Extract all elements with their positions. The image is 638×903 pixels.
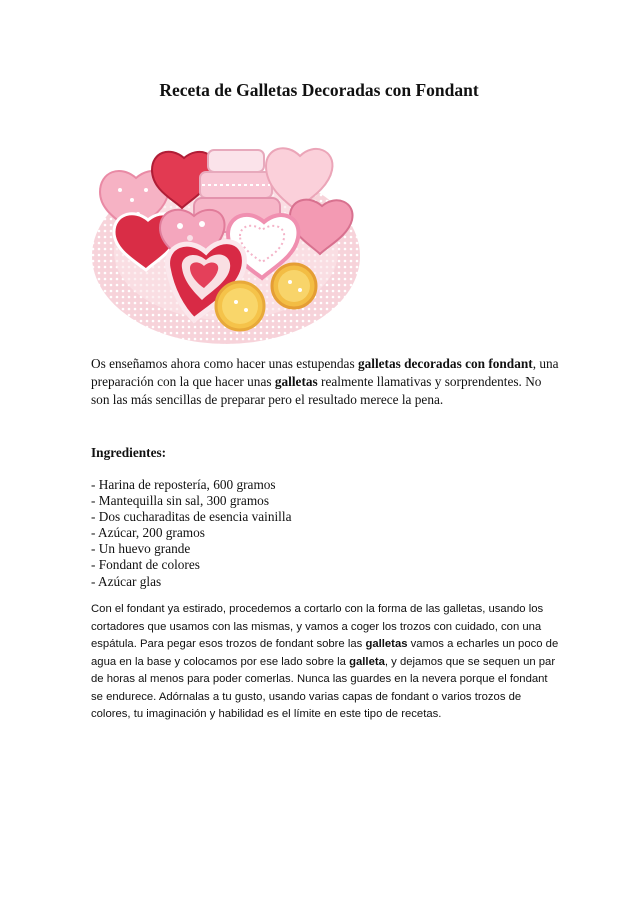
ingredient-item: - Harina de repostería, 600 gramos <box>91 477 276 492</box>
intro-bold-1: galletas decoradas con fondant <box>357 356 533 371</box>
ingredient-item: - Azúcar glas <box>91 573 162 589</box>
recipe-title: Receta de Galletas Decoradas con Fondant <box>159 80 479 100</box>
instructions-bold-2: galleta <box>349 655 385 668</box>
cookies-plate-illustration <box>90 120 362 348</box>
intro-bold-2: galletas <box>274 374 318 389</box>
intro-text-2: , una preparación con la que hacer unas <box>91 356 559 389</box>
intro-text-1: Os enseñamos ahora como hacer unas estupendas <box>91 356 358 371</box>
ingredient-item: - Dos cucharaditas de esencia vainilla <box>91 509 292 525</box>
intro-text-3: realmente llamativas y sorprendentes. No son las más sencillas de preparar pero el resultado merece la pena. <box>91 374 542 407</box>
ingredients-heading: Ingredientes: <box>91 445 167 460</box>
ingredient-item: - Mantequilla sin sal, 300 gramos <box>91 493 270 509</box>
instructions-text-1: Con el fondant ya estirado, procedemos a cortarlo con la forma de las galletas, usando los cortadores que usamos con las mismas, y vamos a coger los trozos con cuidado, con una espátula. Para pegar esos trozos de fondant sobre las <box>91 603 544 650</box>
ingredient-item: - Fondant de colores <box>91 557 200 573</box>
instructions-text-3: , y dejamos que se sequen un par de horas al menos para poder comerlas. Nunca las guardes en la nevera porque el fondant se endurece. Adórnalas a tu gusto, usando varias capas de fondant o varios trozos de colores, tu imaginación y habilidad es el límite en este tipo de recetas. <box>91 655 556 720</box>
instructions-text-2: vamos a echarles un poco de agua en la base y colocamos por ese lado sobre la <box>91 638 559 668</box>
ingredient-item: - Un huevo grande <box>91 541 191 557</box>
cookies-photo <box>90 120 362 348</box>
instructions-paragraph <box>91 601 561 724</box>
intro-paragraph <box>91 355 561 409</box>
ingredient-item: - Azúcar, 200 gramos <box>91 525 205 541</box>
ingredients-list <box>91 477 291 590</box>
instructions-bold-1: galletas <box>365 638 408 650</box>
